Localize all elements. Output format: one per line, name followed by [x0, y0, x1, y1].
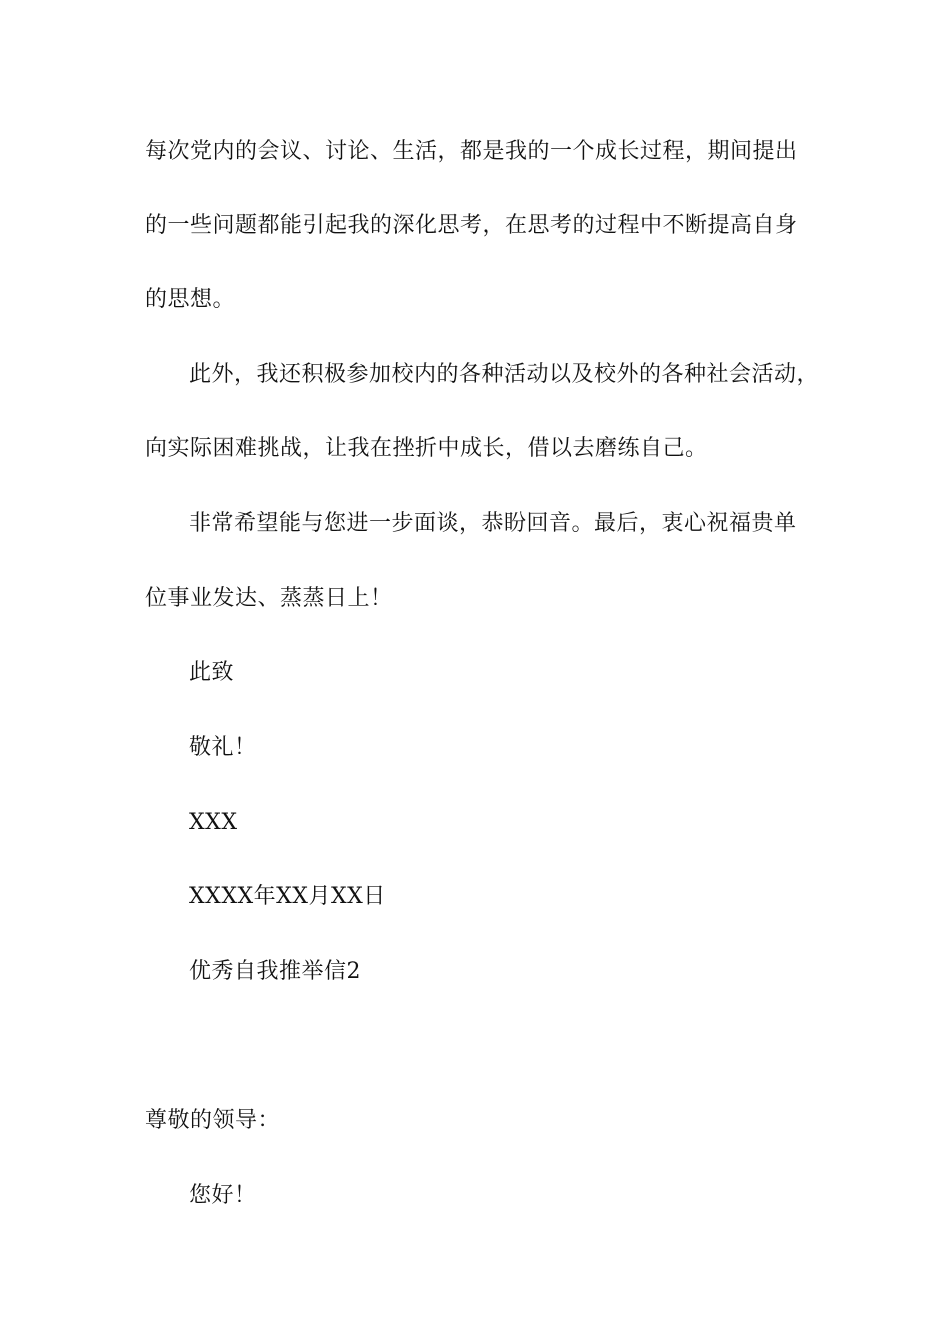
paragraph-line: 每次党内的会议、讨论、生活，都是我的一个成长过程，期间提出 [145, 139, 798, 164]
salutation-line: 敬礼！ [189, 735, 257, 760]
paragraph-line: 向实际困难挑战，让我在挫折中成长，借以去磨练自己。 [145, 436, 708, 461]
signature-line: XXX [189, 810, 238, 835]
paragraph-line: 的思想。 [145, 287, 236, 312]
date-line: XXXX年XX月XX日 [189, 884, 386, 909]
greeting-line: 您好！ [189, 1183, 257, 1208]
paragraph-line: 的一些问题都能引起我的深化思考，在思考的过程中不断提高自身 [145, 213, 798, 238]
closing-line: 此致 [189, 660, 235, 685]
paragraph-line: 此外，我还积极参加校内的各种活动以及校外的各种社会活动， [189, 362, 820, 387]
section-title: 优秀自我推举信2 [189, 959, 361, 984]
paragraph-line: 位事业发达、蒸蒸日上！ [145, 586, 393, 611]
paragraph-line: 非常希望能与您进一步面谈，恭盼回音。最后，衷心祝福贵单 [189, 511, 797, 536]
greeting-line: 尊敬的领导： [145, 1108, 281, 1133]
